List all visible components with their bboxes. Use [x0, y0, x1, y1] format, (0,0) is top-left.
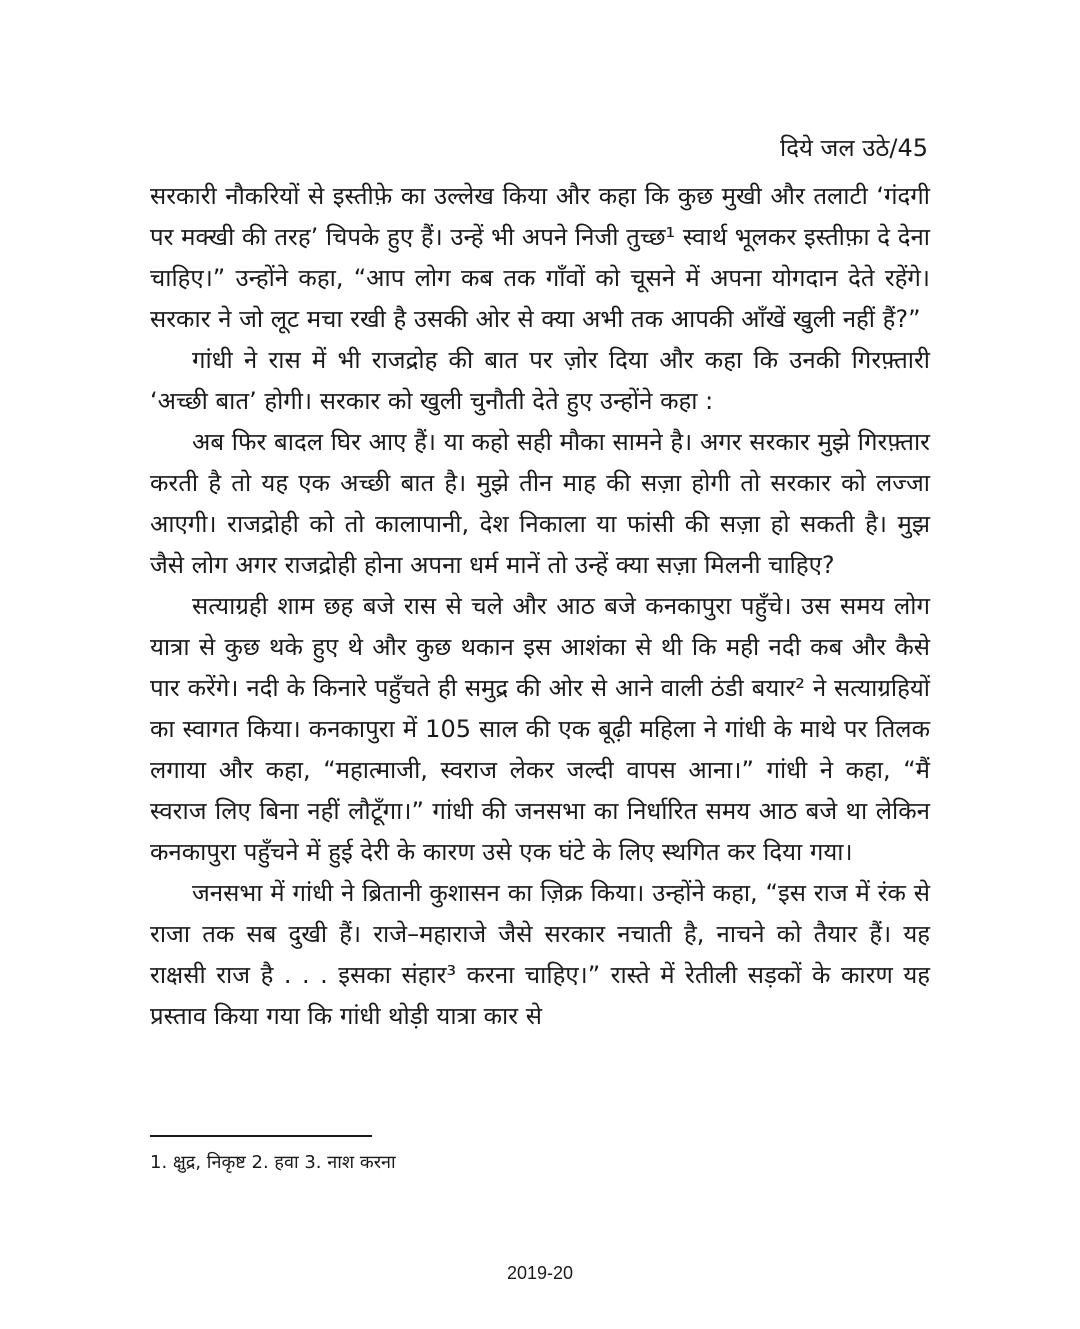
running-head: दिये जल उठे/45	[780, 134, 928, 162]
paragraph-jansabha: जनसभा में गांधी ने ब्रितानी कुशासन का ज़िक्र किया। उन्होंने कहा, “इस राज में रंक से राजा तक सब दुखी हैं। राजे–महाराजे जैसे सरकार नचाती है, नाचने को तैयार हैं। यह राक्षसी राज है . . . इसका संहार³ करना चाहिए।” रास्ते में रेतीली सड़कों के कारण यह प्रस्ताव किया गया कि गांधी थोड़ी यात्रा कार से	[150, 879, 930, 1030]
paragraph-quote: अब फिर बादल घिर आए हैं। या कहो सही मौका सामने है। अगर सरकार मुझे गिरफ़्तार करती है तो यह एक अच्छी बात है। मुझे तीन माह की सज़ा होगी तो सरकार को लज्जा आएगी। राजद्रोही को तो कालापानी, देश निकाला या फांसी की सज़ा हो सकती है। मुझ जैसे लोग अगर राजद्रोही होना अपना धर्म मानें तो उन्हें क्या सज़ा मिलनी चाहिए?	[150, 428, 930, 579]
footnote-rule	[150, 1135, 372, 1137]
paragraph-continuation: सरकारी नौकरियों से इस्तीफ़े का उल्लेख किया और कहा कि कुछ मुखी और तलाटी ‘गंदगी पर मक्खी की तरह’ चिपके हुए हैं। उन्हें भी अपने निजी तुच्छ¹ स्वार्थ भूलकर इस्तीफ़ा दे देना चाहिए।” उन्होंने कहा, “आप लोग कब तक गाँवों को चूसने में अपना योगदान देते रहेंगे। सरकार ने जो लूट मचा रखी है उसकी ओर से क्या अभी तक आपकी आँखें खुली नहीं हैं?”	[150, 182, 930, 333]
footnote: 1. क्षुद्र, निकृष्ट 2. हवा 3. नाश करना	[150, 1152, 396, 1173]
body-text	[150, 176, 930, 1037]
paragraph-kankapura: सत्याग्रही शाम छह बजे रास से चले और आठ बजे कनकापुरा पहुँचे। उस समय लोग यात्रा से कुछ थके हुए थे और कुछ थकान इस आशंका से थी कि मही नदी कब और कैसे पार करेंगे। नदी के किनारे पहुँचते ही समुद्र की ओर से आने वाली ठंडी बयार² ने सत्याग्रहियों का स्वागत किया। कनकापुरा में 105 साल की एक बूढ़ी महिला ने गांधी के माथे पर तिलक लगाया और कहा, “महात्माजी, स्वराज लेकर जल्दी वापस आना।” गांधी ने कहा, “मैं स्वराज लिए बिना नहीं लौटूँगा।” गांधी की जनसभा का निर्धारित समय आठ बजे था लेकिन कनकापुरा पहुँचने में हुई देरी के कारण उसे एक घंटे के लिए स्थगित कर दिया गया।	[150, 592, 930, 866]
page-footer-year: 2019-20	[506, 1263, 574, 1283]
paragraph-ras: गांधी ने रास में भी राजद्रोह की बात पर ज़ोर दिया और कहा कि उनकी गिरफ़्तारी ‘अच्छी बात’ होगी। सरकार को खुली चुनौती देते हुए उन्होंने कहा :	[150, 346, 930, 415]
